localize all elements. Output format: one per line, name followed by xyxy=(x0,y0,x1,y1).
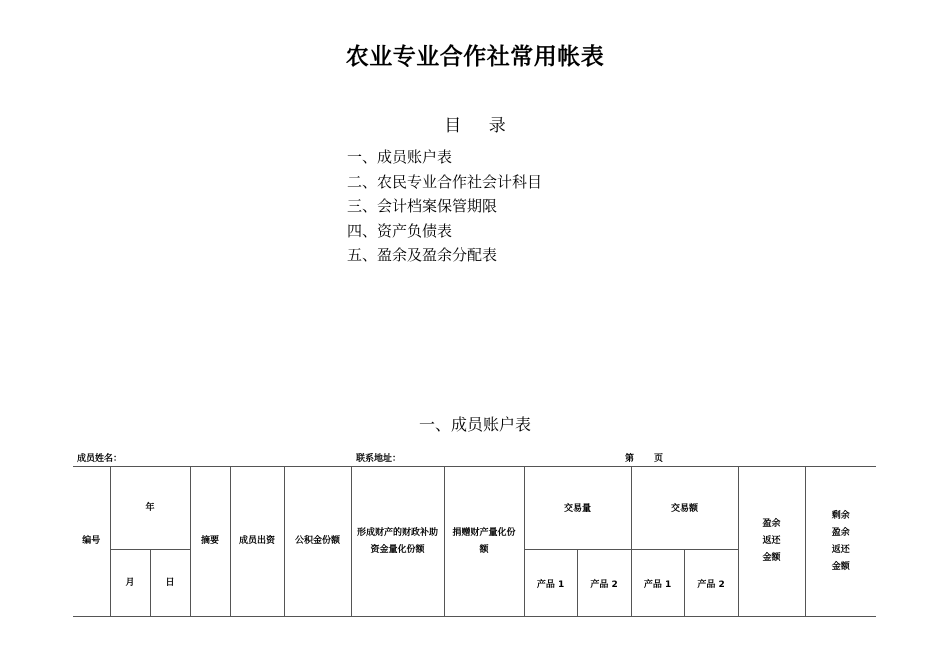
col-amount-product-1: 产品 1 xyxy=(631,550,684,617)
col-remaining-surplus-return: 剩余盈余返还金额 xyxy=(805,467,876,617)
section-title: 一、成员账户表 xyxy=(418,415,531,434)
toc-item: 二、农民专业合作社会计科目 xyxy=(347,172,543,191)
toc-heading: 目 录 xyxy=(444,116,506,136)
col-number: 编号 xyxy=(73,467,110,617)
toc-item: 五、盈余及盈余分配表 xyxy=(347,246,498,264)
table-header-row xyxy=(73,467,876,550)
col-year: 年 xyxy=(110,467,190,550)
col-member-capital: 成员出资 xyxy=(230,467,284,617)
col-surplus-return: 盈余返还金额 xyxy=(738,467,805,617)
col-trade-amount: 交易额 xyxy=(631,467,738,550)
col-summary: 摘要 xyxy=(190,467,230,617)
toc-item: 四、资产负债表 xyxy=(347,221,453,240)
col-reserve-share: 公积金份额 xyxy=(284,467,351,617)
page-label-suffix: 页 xyxy=(654,454,664,464)
document-title: 农业专业合作社常用帐表 xyxy=(345,44,605,70)
col-day: 日 xyxy=(150,550,190,617)
col-fiscal-subsidy: 形成财产的财政补助资金量化份额 xyxy=(351,467,444,617)
toc-list xyxy=(347,145,542,268)
page-label-prefix: 第 xyxy=(625,454,635,464)
contact-address-label: 联系地址： xyxy=(356,454,402,464)
col-month: 月 xyxy=(110,550,150,617)
col-amount-product-2: 产品 2 xyxy=(684,550,738,617)
col-volume-product-1: 产品 1 xyxy=(524,550,577,617)
member-account-table xyxy=(73,466,876,617)
col-volume-product-2: 产品 2 xyxy=(577,550,631,617)
page-number-label xyxy=(625,451,663,464)
toc-item: 三、会计档案保管期限 xyxy=(347,197,498,215)
toc-item: 一、成员账户表 xyxy=(347,148,453,166)
col-donation: 捐赠财产量化份额 xyxy=(444,467,524,617)
col-trade-volume: 交易量 xyxy=(524,467,631,550)
member-name-label: 成员姓名： xyxy=(77,454,123,464)
